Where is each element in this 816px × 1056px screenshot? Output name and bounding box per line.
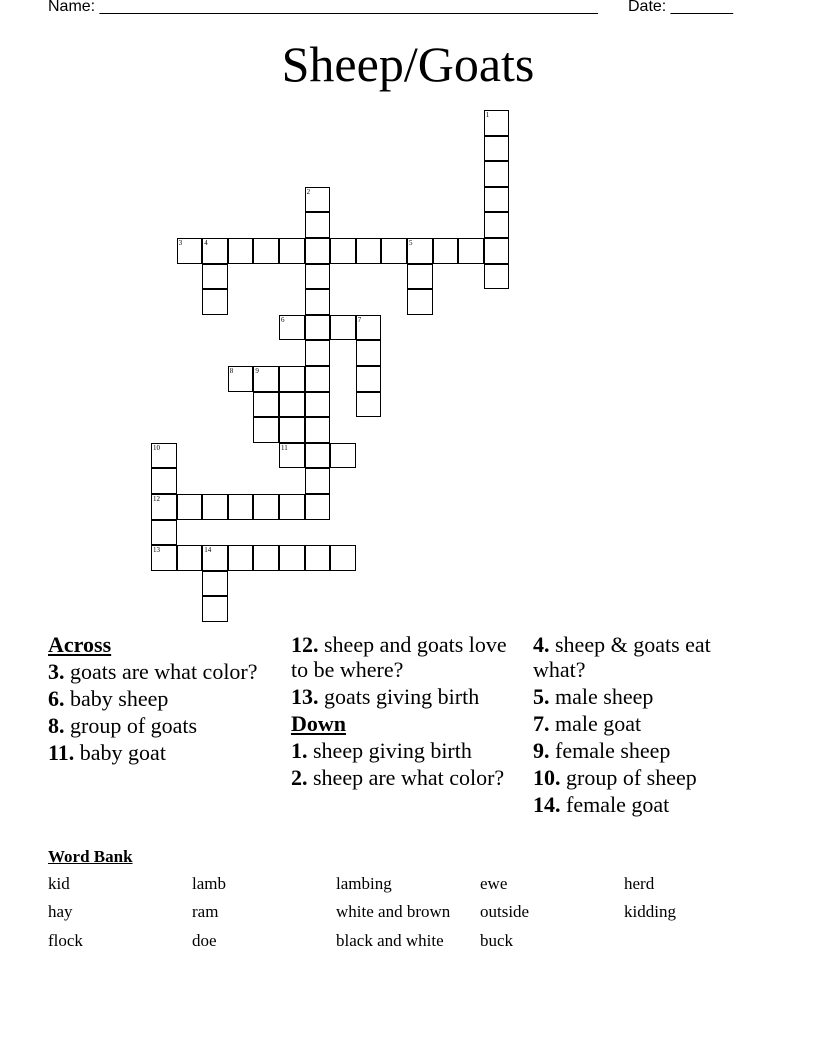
grid-cell[interactable] <box>305 468 331 494</box>
grid-cell[interactable] <box>279 417 305 443</box>
grid-cell[interactable] <box>151 494 177 520</box>
clue-number: 4. <box>533 632 550 657</box>
clue-down-5 <box>533 684 763 709</box>
word-bank-word: kid <box>48 874 70 893</box>
clue-number: 9. <box>533 738 550 763</box>
grid-cell[interactable] <box>484 187 510 213</box>
clue-across-3 <box>48 659 278 684</box>
grid-cell[interactable] <box>253 494 279 520</box>
cell-number: 13 <box>153 546 160 555</box>
word-bank-word: black and white <box>336 931 444 950</box>
clue-text: male goat <box>555 711 642 736</box>
clue-number: 10. <box>533 765 561 790</box>
cell-number: 14 <box>204 546 212 555</box>
grid-cell[interactable] <box>279 315 305 341</box>
grid-cell[interactable] <box>356 366 382 392</box>
grid-cell[interactable] <box>484 136 510 162</box>
clue-number: 8. <box>48 713 65 738</box>
cell-number: 11 <box>281 443 288 452</box>
grid-cell[interactable] <box>484 212 510 238</box>
grid-cell[interactable] <box>484 238 510 264</box>
cell-number: 1 <box>485 111 490 119</box>
grid-cell[interactable] <box>305 417 331 443</box>
clue-across-11 <box>48 740 278 765</box>
grid-cell[interactable] <box>177 238 203 264</box>
grid-cell[interactable] <box>279 392 305 418</box>
grid-cell[interactable] <box>202 289 228 315</box>
grid-cell[interactable] <box>356 315 382 341</box>
grid-cell[interactable] <box>151 468 177 494</box>
clue-number: 12. <box>291 632 319 657</box>
clue-across-12 <box>291 632 521 682</box>
grid-cell[interactable] <box>381 238 407 264</box>
clue-text: baby sheep <box>70 686 169 711</box>
grid-cell[interactable] <box>202 596 228 622</box>
clue-number: 6. <box>48 686 65 711</box>
grid-cell[interactable] <box>407 289 433 315</box>
clue-across-8 <box>48 713 278 738</box>
cell-number: 7 <box>357 315 362 324</box>
clue-down-4 <box>533 632 763 682</box>
grid-cell[interactable] <box>305 392 331 418</box>
cell-number: 4 <box>204 239 208 247</box>
clue-number: 14. <box>533 792 561 817</box>
word-bank-word: lamb <box>192 874 226 893</box>
grid-cell[interactable] <box>484 110 510 136</box>
cell-number: 12 <box>153 495 160 503</box>
grid-cell[interactable] <box>330 238 356 264</box>
word-bank-word: lambing <box>336 874 392 893</box>
grid-cell[interactable] <box>228 238 254 264</box>
word-bank-word: outside <box>480 902 530 921</box>
grid-cell[interactable] <box>202 494 228 520</box>
cell-number: 8 <box>229 367 234 375</box>
grid-cell[interactable] <box>202 545 228 571</box>
word-bank-title: Word Bank <box>48 847 133 866</box>
word-bank-word: doe <box>192 931 217 950</box>
grid-cell[interactable] <box>433 238 459 264</box>
clue-text: female sheep <box>555 738 671 763</box>
grid-cell[interactable] <box>330 443 356 469</box>
grid-cell[interactable] <box>305 443 331 469</box>
clue-down-2 <box>291 765 521 790</box>
cell-number: 3 <box>178 239 183 247</box>
word-bank-word: buck <box>480 931 514 950</box>
grid-cell[interactable] <box>305 494 331 520</box>
grid-cell[interactable] <box>484 264 510 290</box>
grid-cell[interactable] <box>253 238 279 264</box>
clue-number: 13. <box>291 684 319 709</box>
grid-cell[interactable] <box>177 545 203 571</box>
grid-cell[interactable] <box>305 545 331 571</box>
grid-cell[interactable] <box>356 340 382 366</box>
grid-cell[interactable] <box>279 238 305 264</box>
grid-cell[interactable] <box>202 238 228 264</box>
grid-cell[interactable] <box>279 545 305 571</box>
clue-down-7 <box>533 711 763 736</box>
word-bank-word: white and brown <box>336 902 451 921</box>
clue-text: sheep and goats love to be where? <box>291 632 507 682</box>
grid-cell[interactable] <box>356 238 382 264</box>
grid-cell[interactable] <box>279 494 305 520</box>
clues-column-1 <box>48 630 278 767</box>
clue-number: 11. <box>48 740 75 765</box>
grid-cell[interactable] <box>305 187 331 213</box>
clue-down-9 <box>533 738 763 763</box>
grid-cell[interactable] <box>253 545 279 571</box>
clue-text: female goat <box>566 792 670 817</box>
grid-cell[interactable] <box>330 315 356 341</box>
clue-text: group of goats <box>70 713 198 738</box>
clue-across-13 <box>291 684 521 709</box>
grid-cell[interactable] <box>407 264 433 290</box>
grid-cell[interactable] <box>177 494 203 520</box>
grid-cell[interactable] <box>228 494 254 520</box>
grid-cell[interactable] <box>305 289 331 315</box>
grid-cell[interactable] <box>458 238 484 264</box>
grid-cell[interactable] <box>330 545 356 571</box>
grid-cell[interactable] <box>279 366 305 392</box>
across-heading: Across <box>48 632 112 657</box>
grid-cell[interactable] <box>228 545 254 571</box>
grid-cell[interactable] <box>228 366 254 392</box>
grid-cell[interactable] <box>305 315 331 341</box>
clue-text: sheep & goats eat what? <box>533 632 711 682</box>
grid-cell[interactable] <box>305 212 331 238</box>
clues-column-2 <box>291 630 521 792</box>
clue-text: sheep are what color? <box>313 765 505 790</box>
clue-down-14 <box>533 792 763 817</box>
cell-number: 2 <box>306 187 311 196</box>
clue-number: 5. <box>533 684 550 709</box>
word-bank-word: hay <box>48 902 73 921</box>
clue-down-1 <box>291 738 521 763</box>
clue-number: 1. <box>291 738 308 763</box>
word-bank-word: flock <box>48 931 83 950</box>
grid-cell[interactable] <box>356 392 382 418</box>
cell-number: 6 <box>281 315 285 324</box>
grid-cell[interactable] <box>253 417 279 443</box>
name-line: Name: ________________________________________________________ <box>48 0 598 15</box>
clue-across-6 <box>48 686 278 711</box>
grid-cell[interactable] <box>202 264 228 290</box>
down-heading: Down <box>291 711 347 736</box>
cell-number: 5 <box>409 239 413 247</box>
clue-text: goats are what color? <box>70 659 258 684</box>
grid-cell[interactable] <box>279 443 305 469</box>
clue-text: goats giving birth <box>324 684 480 709</box>
grid-cell[interactable] <box>305 238 331 264</box>
clues-column-3 <box>533 630 763 819</box>
date-line: Date: _______ <box>628 0 733 15</box>
grid-cell[interactable] <box>407 238 433 264</box>
clue-text: baby goat <box>79 740 166 765</box>
grid-cell[interactable] <box>253 366 279 392</box>
word-bank-word: ewe <box>480 874 508 893</box>
grid-cell[interactable] <box>151 443 177 469</box>
cell-number: 9 <box>255 367 259 375</box>
grid-cell[interactable] <box>305 366 331 392</box>
clue-number: 2. <box>291 765 308 790</box>
grid-cell[interactable] <box>484 161 510 187</box>
word-bank-word: ram <box>192 902 219 921</box>
word-bank-word: herd <box>624 874 655 893</box>
clue-text: group of sheep <box>566 765 697 790</box>
grid-cell[interactable] <box>151 545 177 571</box>
grid-cell[interactable] <box>202 571 228 597</box>
clue-number: 3. <box>48 659 65 684</box>
word-bank-word: kidding <box>624 902 676 921</box>
clue-text: male sheep <box>555 684 654 709</box>
page-title: Sheep/Goats <box>281 36 535 92</box>
grid-cell[interactable] <box>305 340 331 366</box>
grid-cell[interactable] <box>253 392 279 418</box>
cell-number: 10 <box>153 443 160 452</box>
grid-cell[interactable] <box>305 264 331 290</box>
clue-number: 7. <box>533 711 550 736</box>
clue-text: sheep giving birth <box>313 738 472 763</box>
clue-down-10 <box>533 765 763 790</box>
grid-cell[interactable] <box>151 520 177 546</box>
